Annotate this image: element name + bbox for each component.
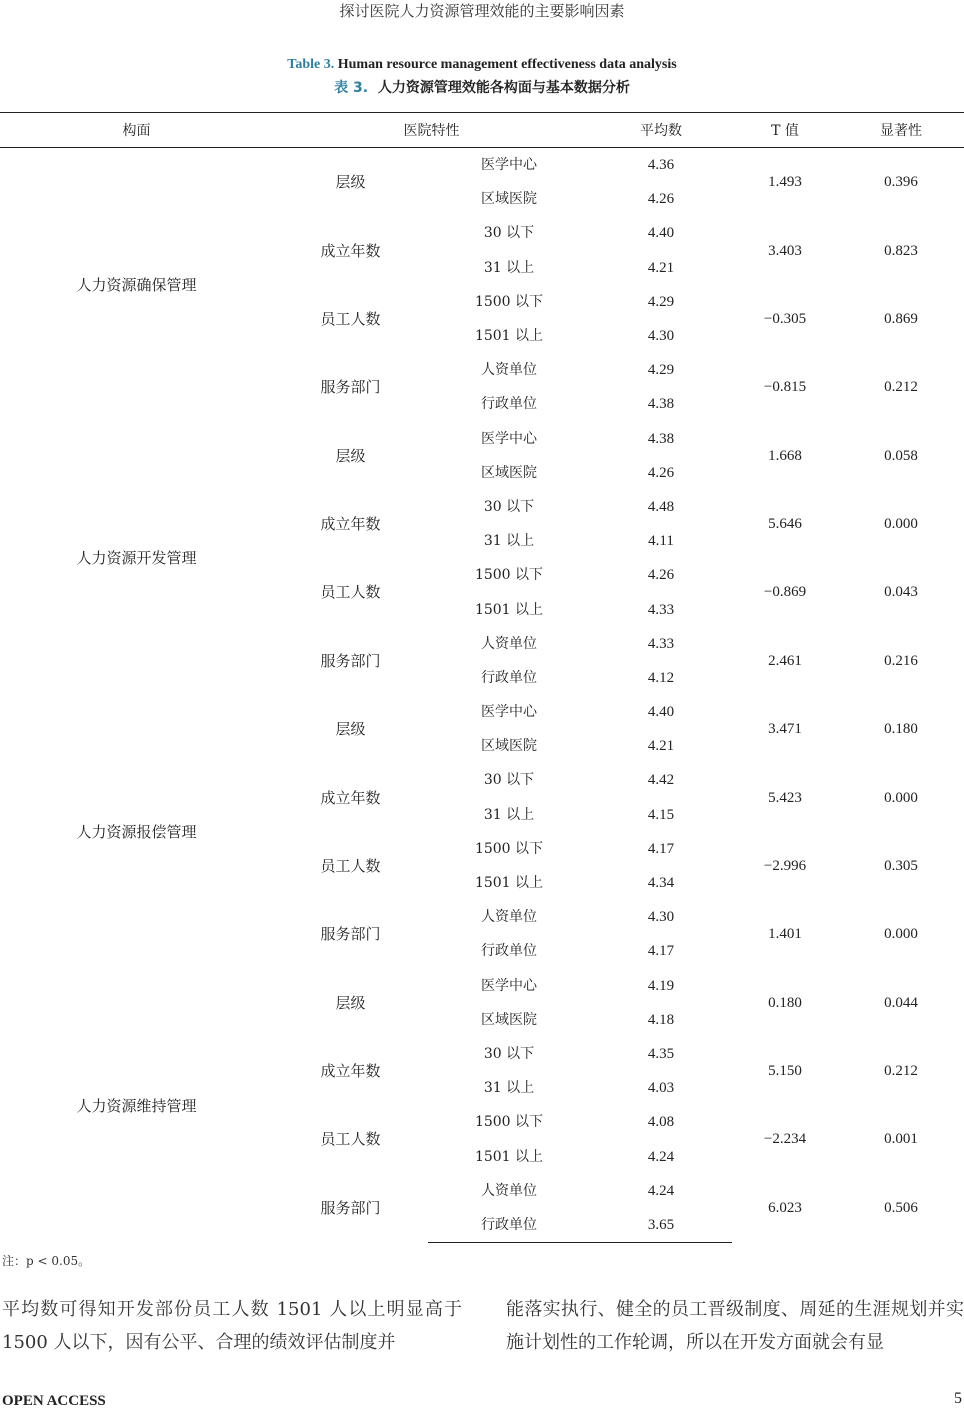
t-value-cell: 3.403 xyxy=(768,242,802,259)
mean-cell: 4.34 xyxy=(647,875,675,892)
mean-cell: 4.33 xyxy=(647,601,675,618)
mean-cell: 4.36 xyxy=(647,157,675,174)
category-cell: 区域医院 xyxy=(481,464,537,481)
category-cell: 医学中心 xyxy=(481,977,537,994)
table-number-cn: 表 3. xyxy=(334,80,369,96)
table-number-en: Table 3. xyxy=(287,57,335,72)
category-cell: 31 以上 xyxy=(483,806,535,823)
significance-cell: 0.216 xyxy=(884,652,918,669)
significance-cell: 0.869 xyxy=(884,310,918,327)
category-cell: 区域医院 xyxy=(481,191,537,208)
significance-cell: 0.396 xyxy=(884,174,918,191)
category-cell: 医学中心 xyxy=(481,430,537,447)
t-value-cell: 5.646 xyxy=(768,516,802,533)
attribute-cell: 服务部门 xyxy=(320,925,381,944)
table-header-row xyxy=(0,113,964,148)
table-row xyxy=(0,422,964,456)
category-cell: 1501 以上 xyxy=(474,601,544,618)
mean-cell: 4.03 xyxy=(647,1080,675,1097)
t-value-cell: 2.461 xyxy=(768,652,802,669)
attribute-cell: 层级 xyxy=(335,173,366,192)
page-number: 5 xyxy=(954,1390,962,1407)
table-caption-cn xyxy=(0,77,964,97)
attribute-cell: 成立年数 xyxy=(320,1062,381,1081)
t-value-cell: −0.869 xyxy=(763,584,807,601)
mean-cell: 4.40 xyxy=(647,225,675,242)
significance-cell: 0.000 xyxy=(884,926,918,943)
mean-cell: 4.21 xyxy=(647,738,675,755)
significance-cell: 0.001 xyxy=(884,1131,918,1148)
mean-cell: 4.17 xyxy=(647,943,675,960)
category-cell: 1501 以上 xyxy=(474,1148,544,1165)
mean-cell: 4.38 xyxy=(647,396,675,413)
mean-cell: 4.42 xyxy=(647,772,675,789)
category-cell: 30 以下 xyxy=(483,1045,535,1062)
attribute-cell: 成立年数 xyxy=(320,241,381,260)
dimension-cell: 人力资源维持管理 xyxy=(76,1096,197,1115)
mean-cell: 4.12 xyxy=(647,669,675,686)
category-cell: 1500 以下 xyxy=(474,293,544,310)
running-header: 探讨医院人力资源管理效能的主要影响因素 xyxy=(339,2,625,20)
dimension-cell: 人力资源报偿管理 xyxy=(76,822,197,841)
category-cell: 1501 以上 xyxy=(474,328,544,345)
category-cell: 医学中心 xyxy=(481,704,537,721)
t-value-cell: 1.668 xyxy=(768,447,802,464)
table-row xyxy=(0,148,964,183)
significance-cell: 0.043 xyxy=(884,584,918,601)
mean-cell: 4.29 xyxy=(647,362,675,379)
data-table xyxy=(0,112,964,1243)
t-value-cell: 1.493 xyxy=(768,174,802,191)
t-value-cell: −2.996 xyxy=(763,857,807,874)
category-cell: 30 以下 xyxy=(483,498,535,515)
header-significance: 显著性 xyxy=(838,113,964,148)
category-cell: 30 以下 xyxy=(483,772,535,789)
significance-cell: 0.044 xyxy=(884,994,918,1011)
mean-cell: 4.29 xyxy=(647,293,675,310)
significance-cell: 0.212 xyxy=(884,379,918,396)
category-cell: 31 以上 xyxy=(483,1080,535,1097)
t-value-cell: 5.150 xyxy=(768,1063,802,1080)
table-row xyxy=(0,969,964,1003)
category-cell: 1500 以下 xyxy=(474,567,544,584)
attribute-cell: 成立年数 xyxy=(320,515,381,534)
category-cell: 区域医院 xyxy=(481,738,537,755)
data-table-container xyxy=(0,112,964,1243)
t-value-cell: 6.023 xyxy=(768,1200,802,1217)
mean-cell: 4.48 xyxy=(647,498,675,515)
category-cell: 1500 以下 xyxy=(474,1114,544,1131)
body-text-right: 能落实执行、健全的员工晋级制度、周延的生涯规划并实施计划性的工作轮调，所以在开发方面就会有显 xyxy=(506,1299,964,1353)
mean-cell: 4.30 xyxy=(647,328,675,345)
attribute-cell: 成立年数 xyxy=(320,788,381,807)
attribute-cell: 层级 xyxy=(335,446,366,465)
attribute-cell: 员工人数 xyxy=(320,856,381,875)
table-body xyxy=(0,148,964,1243)
mean-cell: 4.08 xyxy=(647,1114,675,1131)
mean-cell: 4.18 xyxy=(647,1011,675,1028)
category-cell: 人资单位 xyxy=(481,1182,537,1199)
category-cell: 31 以上 xyxy=(483,533,535,550)
category-cell: 31 以上 xyxy=(483,259,535,276)
category-cell: 行政单位 xyxy=(481,396,537,413)
category-cell: 行政单位 xyxy=(481,669,537,686)
mean-cell: 4.24 xyxy=(647,1148,675,1165)
category-cell: 人资单位 xyxy=(481,635,537,652)
table-title-en: Human resource management effectiveness data analysis xyxy=(337,57,677,72)
attribute-cell: 服务部门 xyxy=(320,378,381,397)
mean-cell: 4.15 xyxy=(647,806,675,823)
attribute-cell: 层级 xyxy=(335,993,366,1012)
open-access-label: OPEN ACCESS xyxy=(2,1393,106,1409)
header-hospital-attribute: 医院特性 xyxy=(273,113,590,148)
header-dimension: 构面 xyxy=(0,113,273,148)
mean-cell: 4.26 xyxy=(647,191,675,208)
header-mean: 平均数 xyxy=(590,113,732,148)
attribute-cell: 员工人数 xyxy=(320,1130,381,1149)
mean-cell: 4.38 xyxy=(647,430,675,447)
t-value-cell: −0.305 xyxy=(763,310,807,327)
mean-cell: 4.11 xyxy=(648,533,674,550)
category-cell: 区域医院 xyxy=(481,1011,537,1028)
significance-cell: 0.506 xyxy=(884,1200,918,1217)
mean-cell: 4.21 xyxy=(647,259,675,276)
mean-cell: 4.35 xyxy=(647,1045,675,1062)
attribute-cell: 服务部门 xyxy=(320,1199,381,1218)
category-cell: 行政单位 xyxy=(428,1208,590,1243)
category-cell: 1500 以下 xyxy=(474,840,544,857)
table-caption-en xyxy=(0,57,964,73)
table-row xyxy=(0,695,964,729)
mean-cell: 4.33 xyxy=(647,635,675,652)
significance-cell: 0.180 xyxy=(884,721,918,738)
significance-cell: 0.212 xyxy=(884,1063,918,1080)
mean-cell: 4.24 xyxy=(647,1182,675,1199)
mean-cell: 3.65 xyxy=(590,1208,732,1243)
category-cell: 医学中心 xyxy=(481,157,537,174)
category-cell: 人资单位 xyxy=(481,362,537,379)
dimension-cell: 人力资源开发管理 xyxy=(76,549,197,568)
t-value-cell: −2.234 xyxy=(763,1131,807,1148)
t-value-cell: 3.471 xyxy=(768,721,802,738)
significance-cell: 0.058 xyxy=(884,447,918,464)
mean-cell: 4.26 xyxy=(647,567,675,584)
category-cell: 行政单位 xyxy=(481,943,537,960)
attribute-cell: 服务部门 xyxy=(320,651,381,670)
dimension-cell: 人力资源确保管理 xyxy=(76,275,197,294)
mean-cell: 4.30 xyxy=(647,909,675,926)
header-t-value: T 值 xyxy=(732,113,838,148)
significance-cell: 0.000 xyxy=(884,789,918,806)
body-text-left: 平均数可得知开发部份员工人数 1501 人以上明显高于 1500 人以下，因有公平、合理的绩效评估制度并 xyxy=(2,1299,462,1353)
significance-cell: 0.823 xyxy=(884,242,918,259)
significance-cell: 0.305 xyxy=(884,857,918,874)
t-value-cell: 0.180 xyxy=(768,994,802,1011)
attribute-cell: 员工人数 xyxy=(320,309,381,328)
table-title-cn: 人力资源管理效能各构面与基本数据分析 xyxy=(377,80,630,96)
category-cell: 30 以下 xyxy=(483,225,535,242)
attribute-cell: 层级 xyxy=(335,720,366,739)
mean-cell: 4.17 xyxy=(647,840,675,857)
attribute-cell: 员工人数 xyxy=(320,583,381,602)
mean-cell: 4.19 xyxy=(647,977,675,994)
significance-cell: 0.000 xyxy=(884,516,918,533)
t-value-cell: −0.815 xyxy=(763,379,807,396)
mean-cell: 4.26 xyxy=(647,464,675,481)
category-cell: 1501 以上 xyxy=(474,875,544,892)
t-value-cell: 5.423 xyxy=(768,789,802,806)
table-note: 注：p < 0.05。 xyxy=(2,1254,91,1268)
t-value-cell: 1.401 xyxy=(768,926,802,943)
mean-cell: 4.40 xyxy=(647,704,675,721)
category-cell: 人资单位 xyxy=(481,909,537,926)
